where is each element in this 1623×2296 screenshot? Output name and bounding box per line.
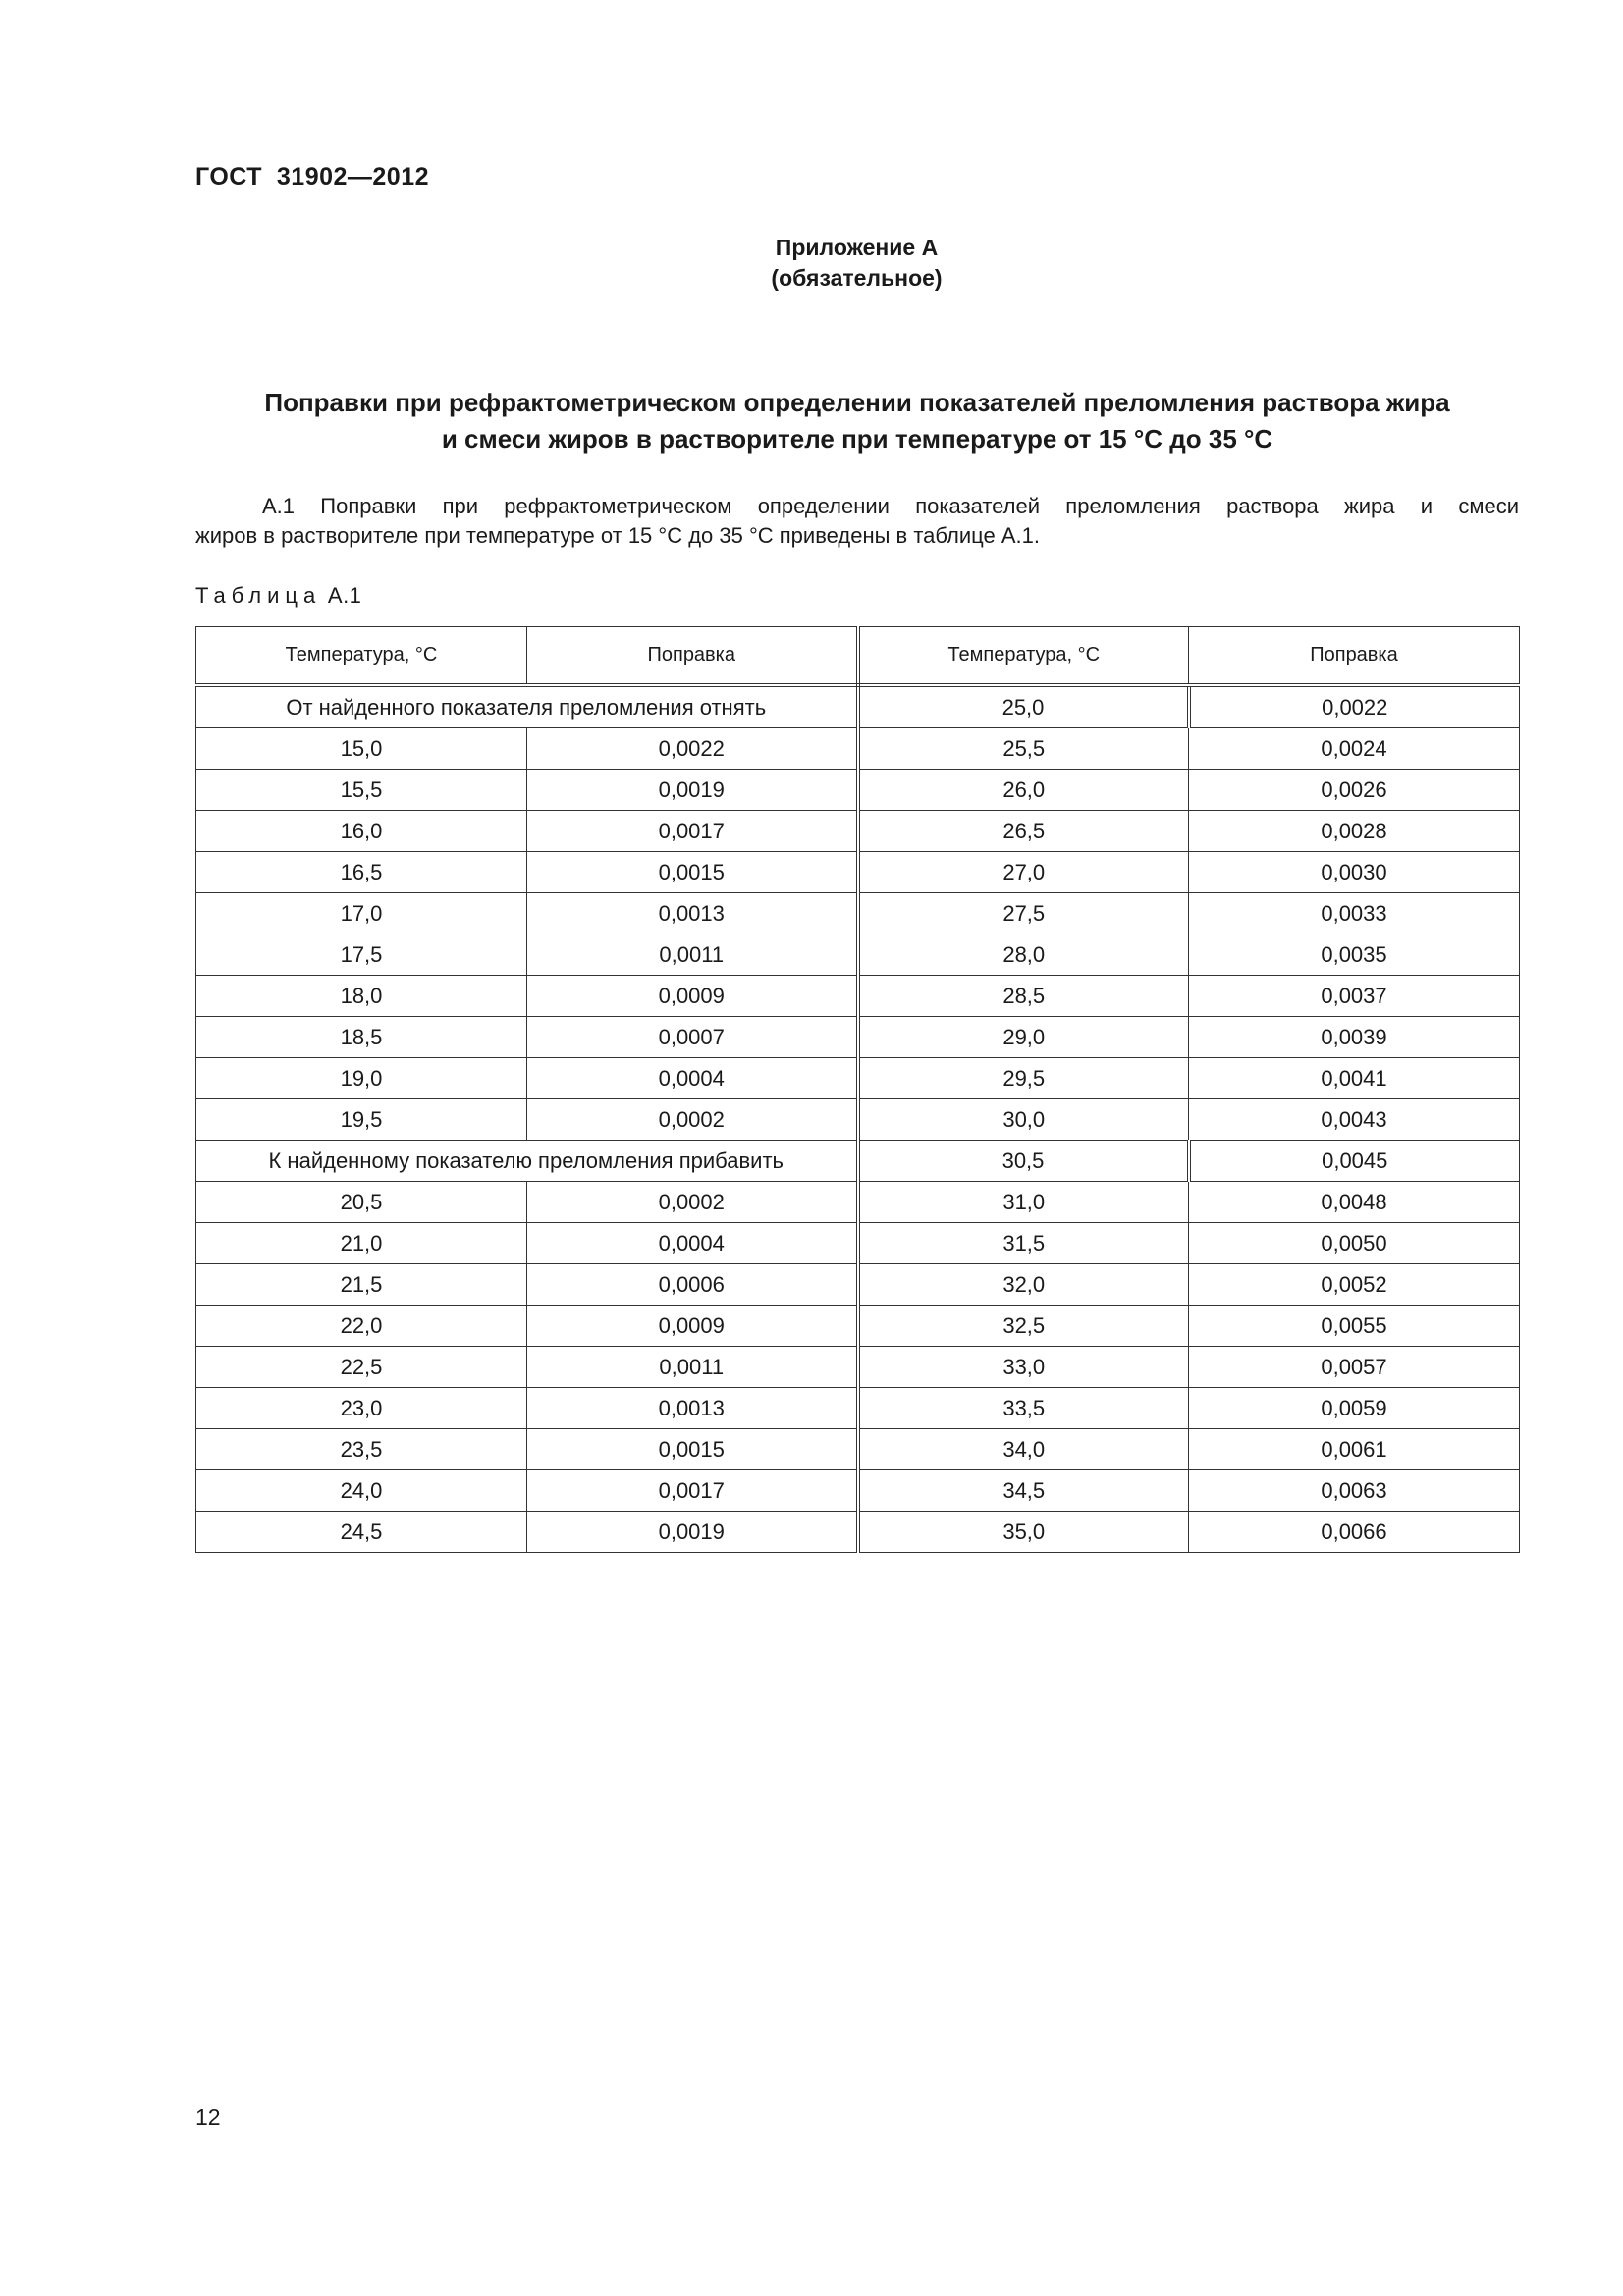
correction-cell: 0,0066 bbox=[1189, 1512, 1520, 1553]
section-label-cell: К найденному показателю преломления прибавить bbox=[196, 1141, 858, 1182]
table-row bbox=[196, 770, 1520, 811]
correction-cell: 0,0052 bbox=[1189, 1264, 1520, 1306]
table-row bbox=[196, 1512, 1520, 1553]
temperature-cell: 32,5 bbox=[858, 1306, 1189, 1347]
correction-cell: 0,0061 bbox=[1189, 1429, 1520, 1470]
temperature-cell: 21,0 bbox=[196, 1223, 527, 1264]
correction-cell: 0,0035 bbox=[1189, 934, 1520, 976]
table-row bbox=[196, 1058, 1520, 1099]
correction-cell: 0,0041 bbox=[1189, 1058, 1520, 1099]
table-row bbox=[196, 1099, 1520, 1141]
temperature-cell: 16,5 bbox=[196, 852, 527, 893]
temperature-cell: 21,5 bbox=[196, 1264, 527, 1306]
table-caption-word: Таблица bbox=[195, 583, 322, 608]
temperature-cell: 20,5 bbox=[196, 1182, 527, 1223]
temperature-cell: 18,0 bbox=[196, 976, 527, 1017]
appendix-note: (обязательное) bbox=[771, 265, 943, 291]
table-row bbox=[196, 1017, 1520, 1058]
temperature-cell: 24,5 bbox=[196, 1512, 527, 1553]
table-row bbox=[196, 852, 1520, 893]
section-label-cell: От найденного показателя преломления отнять bbox=[196, 685, 858, 728]
temperature-cell: 15,0 bbox=[196, 728, 527, 770]
paragraph-line-2: жиров в растворителе при температуре от 15 °С до 35 °С приведены в таблице А.1. bbox=[195, 523, 1040, 548]
correction-cell: 0,0011 bbox=[527, 1347, 858, 1388]
temperature-cell: 25,0 bbox=[858, 685, 1189, 728]
temperature-cell: 32,0 bbox=[858, 1264, 1189, 1306]
temperature-cell: 28,5 bbox=[858, 976, 1189, 1017]
temperature-cell: 34,5 bbox=[858, 1470, 1189, 1512]
correction-cell: 0,0059 bbox=[1189, 1388, 1520, 1429]
header-temperature-2: Температура, °С bbox=[858, 627, 1189, 686]
table-row bbox=[196, 1347, 1520, 1388]
temperature-cell: 31,0 bbox=[858, 1182, 1189, 1223]
correction-cell: 0,0013 bbox=[527, 1388, 858, 1429]
temperature-cell: 19,5 bbox=[196, 1099, 527, 1141]
section-title-line-2: и смеси жиров в растворителе при температуре от 15 °С до 35 °С bbox=[441, 424, 1273, 454]
section-title bbox=[195, 385, 1519, 457]
table-body bbox=[196, 685, 1520, 1553]
table-row bbox=[196, 976, 1520, 1017]
temperature-cell: 23,0 bbox=[196, 1388, 527, 1429]
table-row bbox=[196, 1223, 1520, 1264]
header-correction-2: Поправка bbox=[1189, 627, 1520, 686]
temperature-cell: 35,0 bbox=[858, 1512, 1189, 1553]
correction-cell: 0,0009 bbox=[527, 1306, 858, 1347]
table-row bbox=[196, 1388, 1520, 1429]
temperature-cell: 30,0 bbox=[858, 1099, 1189, 1141]
header-temperature-1: Температура, °С bbox=[196, 627, 527, 686]
table-row bbox=[196, 934, 1520, 976]
correction-cell: 0,0050 bbox=[1189, 1223, 1520, 1264]
table-header-row bbox=[196, 627, 1520, 686]
correction-cell: 0,0026 bbox=[1189, 770, 1520, 811]
temperature-cell: 29,0 bbox=[858, 1017, 1189, 1058]
correction-cell: 0,0006 bbox=[527, 1264, 858, 1306]
correction-cell: 0,0024 bbox=[1189, 728, 1520, 770]
document-code: ГОСТ 31902—2012 bbox=[195, 163, 430, 190]
table-caption bbox=[195, 583, 361, 609]
table-row bbox=[196, 1470, 1520, 1512]
correction-cell: 0,0028 bbox=[1189, 811, 1520, 852]
temperature-cell: 26,0 bbox=[858, 770, 1189, 811]
correction-cell: 0,0022 bbox=[527, 728, 858, 770]
table-row bbox=[196, 811, 1520, 852]
table-row bbox=[196, 1182, 1520, 1223]
temperature-cell: 19,0 bbox=[196, 1058, 527, 1099]
corrections-table bbox=[195, 626, 1520, 1553]
temperature-cell: 17,5 bbox=[196, 934, 527, 976]
correction-cell: 0,0015 bbox=[527, 1429, 858, 1470]
correction-cell: 0,0043 bbox=[1189, 1099, 1520, 1141]
paragraph-a1 bbox=[195, 492, 1519, 551]
correction-cell: 0,0002 bbox=[527, 1182, 858, 1223]
correction-cell: 0,0015 bbox=[527, 852, 858, 893]
correction-cell: 0,0019 bbox=[527, 770, 858, 811]
table-row bbox=[196, 1141, 1520, 1182]
correction-cell: 0,0045 bbox=[1189, 1141, 1520, 1182]
correction-cell: 0,0011 bbox=[527, 934, 858, 976]
temperature-cell: 27,0 bbox=[858, 852, 1189, 893]
correction-cell: 0,0013 bbox=[527, 893, 858, 934]
table-row bbox=[196, 1306, 1520, 1347]
temperature-cell: 22,0 bbox=[196, 1306, 527, 1347]
table-row bbox=[196, 1264, 1520, 1306]
temperature-cell: 25,5 bbox=[858, 728, 1189, 770]
table-row bbox=[196, 1429, 1520, 1470]
correction-cell: 0,0063 bbox=[1189, 1470, 1520, 1512]
paragraph-line-1: А.1 Поправки при рефрактометрическом определении показателей преломления раствора жира и смеси bbox=[262, 494, 1519, 518]
correction-cell: 0,0019 bbox=[527, 1512, 858, 1553]
correction-cell: 0,0055 bbox=[1189, 1306, 1520, 1347]
table-caption-number: А.1 bbox=[327, 583, 362, 608]
correction-cell: 0,0030 bbox=[1189, 852, 1520, 893]
correction-cell: 0,0033 bbox=[1189, 893, 1520, 934]
temperature-cell: 34,0 bbox=[858, 1429, 1189, 1470]
page-number: 12 bbox=[195, 2105, 221, 2130]
temperature-cell: 15,5 bbox=[196, 770, 527, 811]
correction-cell: 0,0004 bbox=[527, 1058, 858, 1099]
correction-cell: 0,0022 bbox=[1189, 685, 1520, 728]
temperature-cell: 22,5 bbox=[196, 1347, 527, 1388]
temperature-cell: 26,5 bbox=[858, 811, 1189, 852]
temperature-cell: 27,5 bbox=[858, 893, 1189, 934]
correction-cell: 0,0004 bbox=[527, 1223, 858, 1264]
temperature-cell: 17,0 bbox=[196, 893, 527, 934]
temperature-cell: 23,5 bbox=[196, 1429, 527, 1470]
correction-cell: 0,0057 bbox=[1189, 1347, 1520, 1388]
temperature-cell: 16,0 bbox=[196, 811, 527, 852]
temperature-cell: 18,5 bbox=[196, 1017, 527, 1058]
correction-cell: 0,0017 bbox=[527, 811, 858, 852]
temperature-cell: 29,5 bbox=[858, 1058, 1189, 1099]
appendix-title: Приложение А bbox=[775, 235, 939, 260]
header-correction-1: Поправка bbox=[527, 627, 858, 686]
correction-cell: 0,0009 bbox=[527, 976, 858, 1017]
temperature-cell: 28,0 bbox=[858, 934, 1189, 976]
correction-cell: 0,0017 bbox=[527, 1470, 858, 1512]
correction-cell: 0,0007 bbox=[527, 1017, 858, 1058]
correction-cell: 0,0048 bbox=[1189, 1182, 1520, 1223]
correction-cell: 0,0039 bbox=[1189, 1017, 1520, 1058]
temperature-cell: 33,0 bbox=[858, 1347, 1189, 1388]
section-title-line-1: Поправки при рефрактометрическом определении показателей преломления раствора жира bbox=[264, 388, 1450, 417]
table-row bbox=[196, 893, 1520, 934]
table-row bbox=[196, 685, 1520, 728]
temperature-cell: 24,0 bbox=[196, 1470, 527, 1512]
temperature-cell: 31,5 bbox=[858, 1223, 1189, 1264]
temperature-cell: 30,5 bbox=[858, 1141, 1189, 1182]
correction-cell: 0,0002 bbox=[527, 1099, 858, 1141]
correction-cell: 0,0037 bbox=[1189, 976, 1520, 1017]
table-row bbox=[196, 728, 1520, 770]
temperature-cell: 33,5 bbox=[858, 1388, 1189, 1429]
